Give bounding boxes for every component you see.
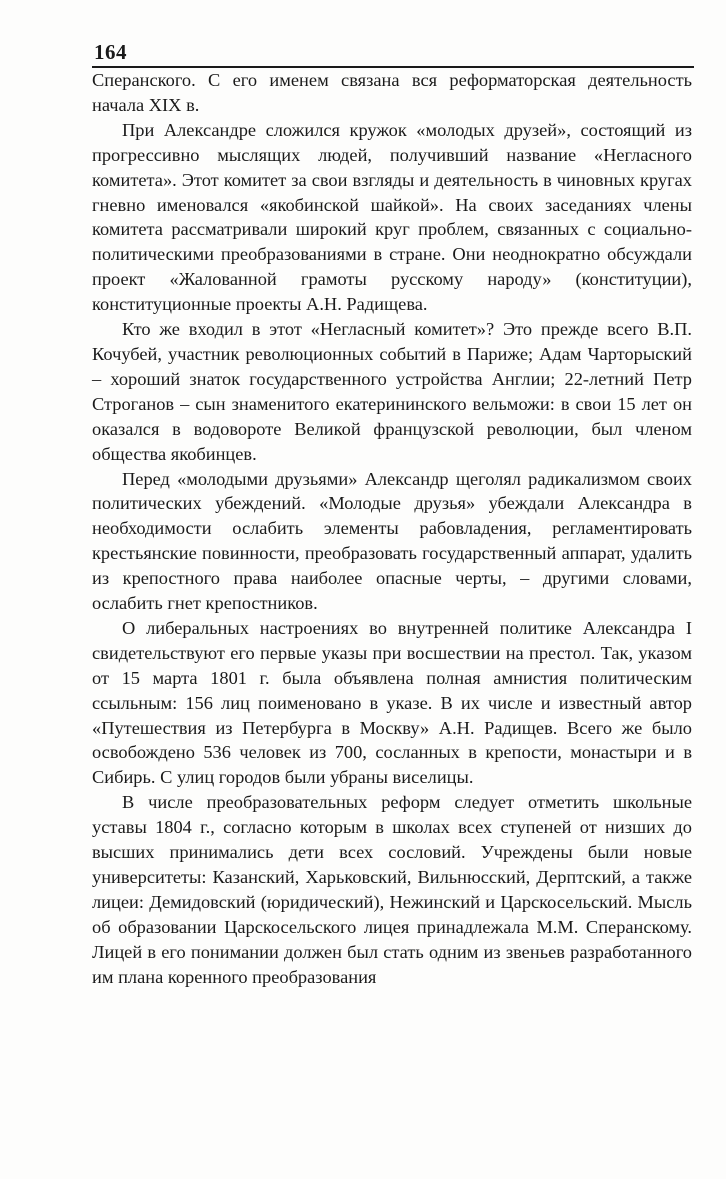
- paragraph-committee-members: Кто же входил в этот «Негласный комитет»? Это прежде всего В.П. Кочубей, участник революционных событий в Париже; Адам Чарторыский – хороший знаток государственного устройства Англии; 22-летний Петр Строганов – сын знаменитого екатерининского вельможи: в свои 15 лет он оказался в водовороте Великой французской революции, был членом общества якобинцев.: [92, 319, 692, 464]
- body-text: [92, 68, 692, 990]
- page-number: 164: [94, 40, 127, 64]
- paragraph-school-reforms: В числе преобразовательных реформ следует отметить школьные уставы 1804 г., согласно которым в школах всех ступеней от низших до высших принимались дети всех сословий. Учреждены были новые университеты: Казанский, Харьковский, Вильнюсский, Дерптский, а также лицеи: Демидовский (юридический), Нежинский и Царскосельский. Мысль об образовании Царскосельского лицея принадлежала М.М. Сперанскому. Лицей в его понимании должен был стать одним из звеньев разработанного им плана коренного преобразования: [92, 792, 692, 987]
- paragraph-continuation: Сперанского. С его именем связана вся реформаторская деятельность начала XIX в.: [92, 70, 692, 115]
- paragraph-secret-committee: При Александре сложился кружок «молодых друзей», состоящий из прогрессивно мыслящих людей, получивший название «Негласного комитета». Этот комитет за свои взгляды и деятельность в чиновных кругах гневно именовался «якобинской шайкой». На своих заседаниях члены комитета рассматривали широкий круг проблем, связанных с социально-политическими преобразованиями в стране. Они неоднократно обсуждали проект «Жалованной грамоты русскому народу» (конституции), конституционные проекты А.Н. Радищева.: [92, 119, 692, 315]
- paragraph-young-friends: Перед «молодыми друзьями» Александр щеголял радикализмом своих политических убеждений. «Молодые друзья» убеждали Александра в необходимости ослабить элементы рабовладения, регламентировать крестьянские повинности, преобразовать государственный аппарат, удалить из крепостного права наиболее опасные черты, – другими словами, ослабить гнет крепостников.: [92, 468, 692, 614]
- paragraph-liberal-moods: О либеральных настроениях во внутренней политике Александра I свидетельствуют его первые указы при восшествии на престол. Так, указом от 15 марта 1801 г. была объявлена полная амнистия политическим ссыльным: 156 лиц поименовано в указе. В их числе и известный автор «Путешествия из Петербурга в Москву» А.Н. Радищев. Всего же было освобождено 536 человек из 700, сосланных в крепости, монастыри и в Сибирь. С улиц городов были убраны виселицы.: [92, 617, 692, 788]
